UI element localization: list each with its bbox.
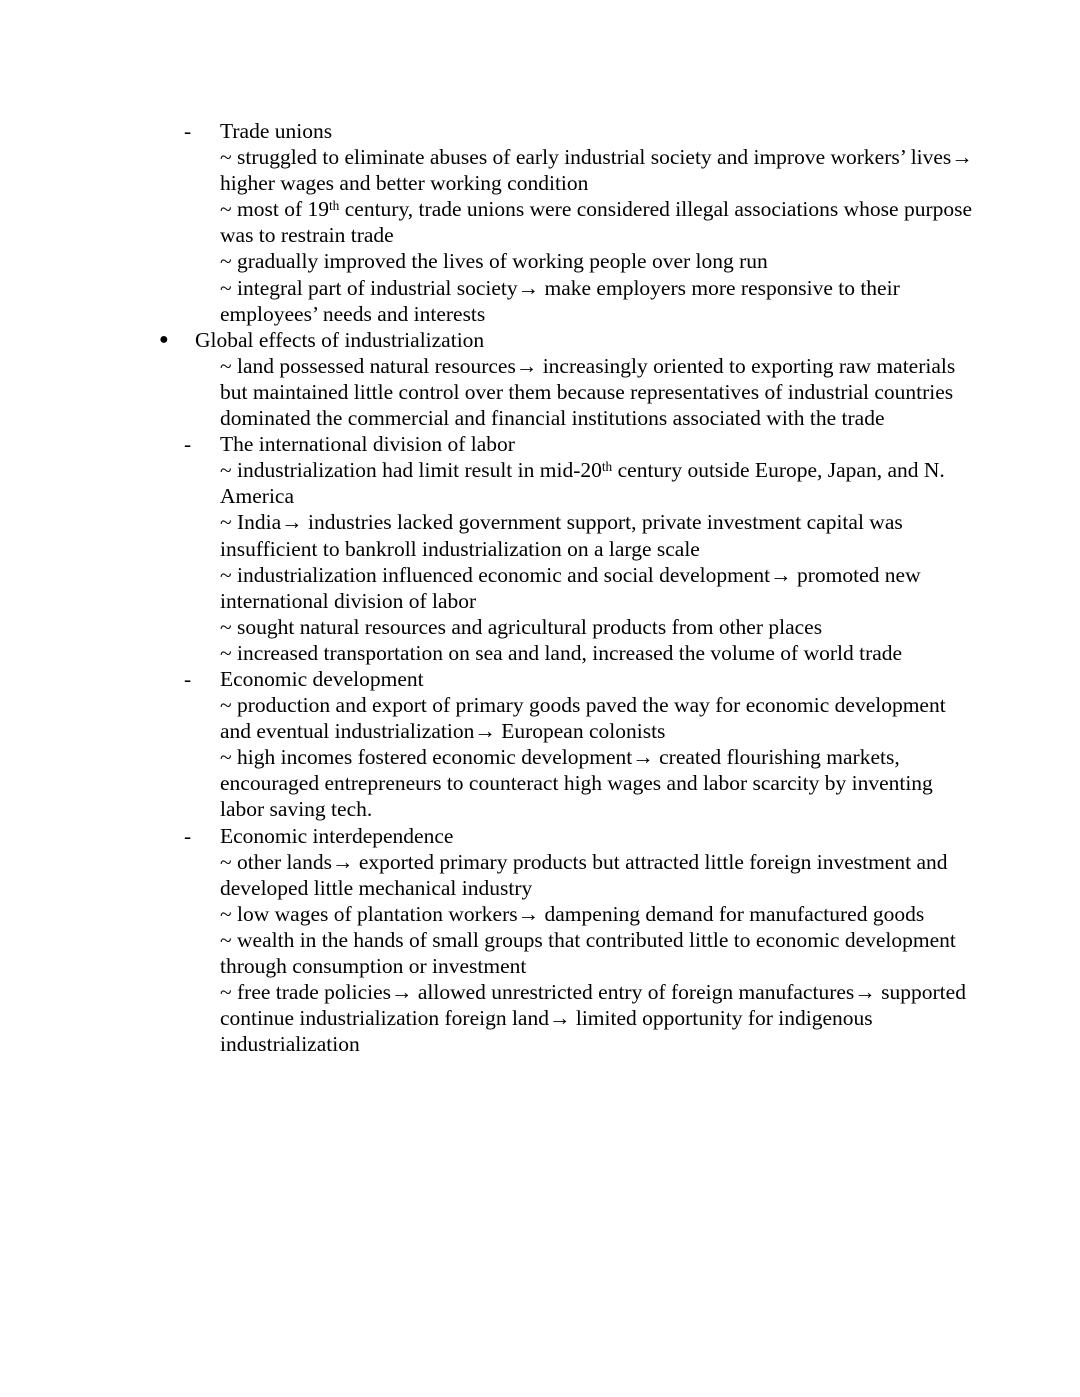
outline-detail-group-global-effects <box>0 353 980 431</box>
outline-item-global-effects <box>0 327 980 353</box>
outline-detail-line: ~ wealth in the hands of small groups that contributed little to economic development through consumption or investment <box>220 927 956 978</box>
outline-detail-group-economic-development <box>0 692 980 822</box>
outline-detail-line: ~ production and export of primary goods paved the way for economic development and eventual industrialization→ European colonists <box>220 693 946 744</box>
outline-heading: Trade unions <box>220 119 333 143</box>
dash-bullet-icon: - <box>184 823 192 848</box>
round-bullet-icon: ● <box>159 330 169 348</box>
outline-heading: Economic interdependence <box>220 823 454 848</box>
outline-item-trade-unions <box>0 118 980 144</box>
outline-detail-line: ~ industrialization had limit result in mid-20th century outside Europe, Japan, and N. America <box>220 458 945 509</box>
dash-bullet-icon: - <box>184 119 192 143</box>
outline-item-international-division-of-labor <box>0 431 980 457</box>
outline-heading: Global effects of industrialization <box>195 327 485 352</box>
outline-detail-line: ~ sought natural resources and agricultural products from other places <box>220 614 823 639</box>
dash-bullet-icon: - <box>184 432 192 457</box>
outline-detail-group-trade-unions <box>0 144 980 327</box>
outline-detail-group-economic-interdependence <box>0 849 980 1058</box>
outline-detail-group-international-division-of-labor <box>0 457 980 666</box>
outline-detail-line: ~ most of 19th century, trade unions were considered illegal associations whose purpose was to restrain trade <box>220 197 973 248</box>
outline-heading: The international division of labor <box>220 432 515 457</box>
outline-detail-line: ~ land possessed natural resources→ increasingly oriented to exporting raw materials but maintained little control over them because representatives of industrial countries dominated the commercial and financial institutions associated with the trade <box>220 353 956 431</box>
outline-detail-line: ~ struggled to eliminate abuses of early industrial society and improve workers’ lives→ higher wages and better working condition <box>220 145 973 196</box>
outline-item-economic-interdependence <box>0 823 980 849</box>
outline-detail-line: ~ integral part of industrial society→ make employers more responsive to their employees’ needs and interests <box>220 275 900 326</box>
outline-item-economic-development <box>0 666 980 692</box>
outline-detail-line: ~ India→ industries lacked government support, private investment capital was insufficient to bankroll industrialization on a large scale <box>220 510 903 561</box>
outline-detail-line: ~ increased transportation on sea and land, increased the volume of world trade <box>220 640 903 665</box>
outline-detail-line: ~ free trade policies→ allowed unrestricted entry of foreign manufactures→ supported continue industrialization foreign land→ limited opportunity for indigenous industrialization <box>220 980 966 1057</box>
outline-detail-line: ~ industrialization influenced economic and social development→ promoted new international division of labor <box>220 562 921 613</box>
outline-detail-line: ~ low wages of plantation workers→ dampening demand for manufactured goods <box>220 901 925 926</box>
outline-heading: Economic development <box>220 666 424 691</box>
outline-detail-line: ~ other lands→ exported primary products but attracted little foreign investment and developed little mechanical industry <box>220 849 948 900</box>
outline-detail-line: ~ high incomes fostered economic development→ created flourishing markets, encouraged entrepreneurs to counteract high wages and labor scarcity by inventing labor saving tech. <box>220 745 933 822</box>
outline-detail-line: ~ gradually improved the lives of working people over long run <box>220 249 768 274</box>
notes-outline <box>0 118 980 1057</box>
dash-bullet-icon: - <box>184 666 192 691</box>
